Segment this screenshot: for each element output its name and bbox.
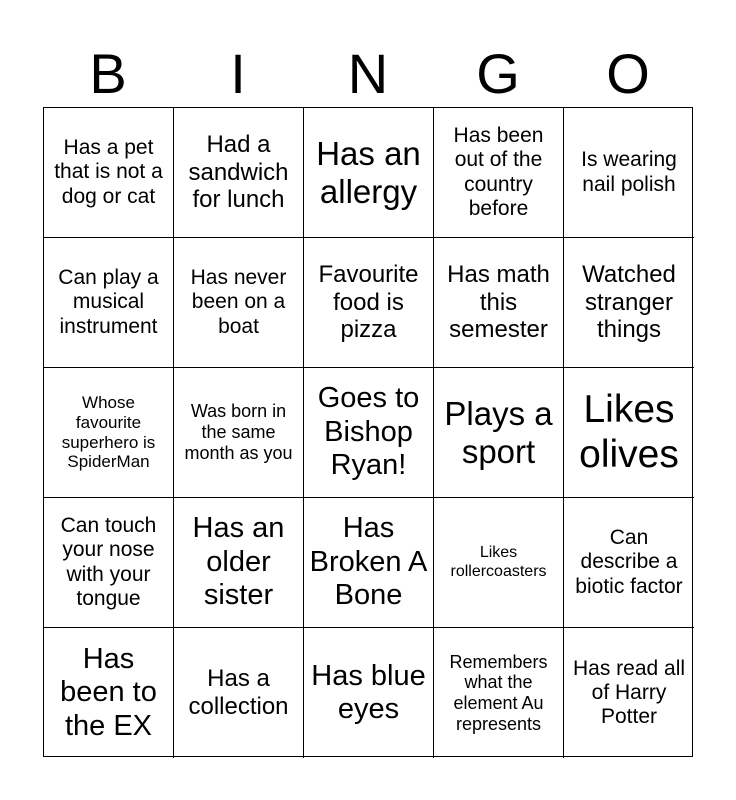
bingo-grid [43, 107, 693, 757]
bingo-cell[interactable]: Can touch your nose with your tongue [44, 498, 174, 628]
header-letter-i: I [230, 42, 246, 105]
bingo-cell[interactable]: Plays a sport [434, 368, 564, 498]
bingo-cell[interactable]: Has never been on a boat [174, 238, 304, 368]
bingo-cell[interactable]: Is wearing nail polish [564, 108, 694, 238]
header-letter-g: G [476, 42, 520, 105]
bingo-cell[interactable]: Has read all of Harry Potter [572, 656, 686, 729]
header-letter-n: N [347, 42, 389, 105]
bingo-cell[interactable]: Has an allergy [304, 108, 434, 238]
bingo-cell[interactable]: Had a sandwich for lunch [174, 108, 304, 238]
bingo-cell[interactable]: Likes rollercoasters [434, 498, 564, 628]
bingo-cell[interactable]: Can play a musical instrument [44, 238, 174, 368]
bingo-cell[interactable]: Goes to Bishop Ryan! [304, 368, 434, 498]
bingo-cell[interactable]: Has blue eyes [304, 628, 434, 758]
bingo-cell[interactable]: Has math this semester [434, 238, 564, 368]
bingo-cell[interactable]: Has a pet that is not a dog or cat [44, 108, 174, 238]
bingo-cell[interactable]: Likes olives [564, 368, 694, 498]
bingo-header [43, 40, 693, 108]
bingo-cell[interactable]: Was born in the same month as you [174, 368, 304, 498]
bingo-cell[interactable]: Has Broken A Bone [304, 498, 434, 628]
bingo-cell[interactable]: Can describe a biotic factor [564, 498, 694, 628]
header-letter-o: O [606, 42, 650, 105]
bingo-cell[interactable]: Has an older sister [174, 498, 304, 628]
bingo-cell[interactable]: Remembers what the element Au represents [434, 628, 564, 758]
bingo-cell[interactable]: Has been to the EX [44, 628, 174, 758]
bingo-cell[interactable]: Has a collection [174, 628, 304, 758]
header-letter-b: B [89, 42, 127, 105]
bingo-cell[interactable]: Whose favourite superhero is SpiderMan [44, 368, 174, 498]
bingo-cell[interactable]: Watched stranger things [564, 238, 694, 368]
bingo-cell[interactable]: Has been out of the country before [434, 108, 564, 238]
bingo-cell[interactable]: Favourite food is pizza [304, 238, 434, 368]
